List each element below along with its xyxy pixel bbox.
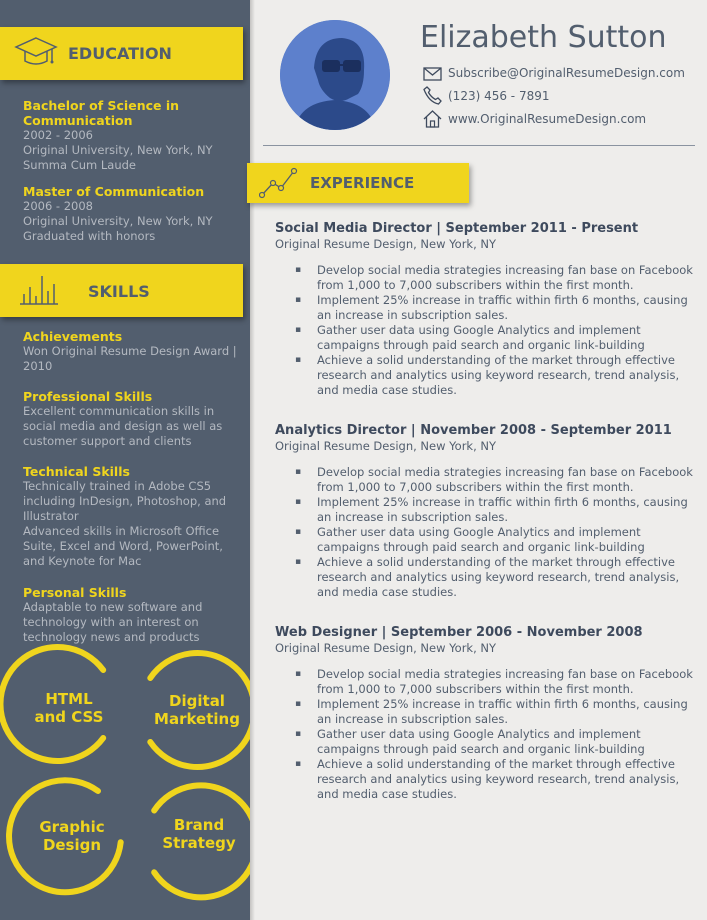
skill-heading: Personal Skills [23, 585, 127, 600]
trend-line-icon [259, 167, 299, 199]
skill-circle-marketing: Digital Marketing [154, 692, 240, 728]
job-bullet: ▪ Achieve a solid understanding of the market through effective research and analytics using keyword research, trend analysis, and media case studies. [275, 353, 695, 398]
job-bullets [275, 465, 695, 600]
skill-circle-brand: Brand Strategy [162, 816, 236, 852]
profile-photo [280, 20, 390, 130]
degree-name: Master of Communication [23, 184, 205, 199]
degree-name: Bachelor of Science in Communication [23, 98, 180, 128]
job-title: Analytics Director | November 2008 - September 2011 [275, 423, 672, 438]
degree-school: Original University, New York, NY [23, 214, 213, 228]
experience-title: EXPERIENCE [310, 174, 415, 192]
skill-personal [23, 585, 238, 645]
contact-phone: (123) 456 - 7891 [448, 89, 550, 103]
education-title: EDUCATION [68, 44, 172, 63]
degree-1 [23, 98, 238, 173]
skill-text: Won Original Resume Design Award | 2010 [23, 344, 237, 373]
degree-2 [23, 184, 238, 244]
skill-circle-html: HTML and CSS [34, 690, 104, 726]
contact-website[interactable]: www.OriginalResumeDesign.com [448, 112, 647, 126]
skill-text: Technically trained in Adobe CS5 including InDesign, Photoshop, and Illustrator [23, 479, 227, 523]
graduation-cap-icon [14, 34, 58, 74]
job-company: Original Resume Design, New York, NY [275, 641, 497, 655]
header-divider [263, 145, 695, 146]
skills-banner [0, 264, 243, 317]
job-title: Social Media Director | September 2011 - Present [275, 221, 639, 236]
job-bullets [275, 263, 695, 398]
contact-email[interactable]: Subscribe@OriginalResumeDesign.com [448, 66, 685, 80]
candidate-name: Elizabeth Sutton [420, 20, 667, 55]
experience-banner [247, 163, 469, 203]
skill-achievements [23, 329, 238, 374]
skill-circle-design: Graphic Design [39, 818, 105, 854]
skill-professional [23, 389, 238, 449]
phone-icon [423, 86, 442, 105]
skill-text: Adaptable to new software and technology with an interest on technology news and products [23, 600, 203, 644]
job-social-media-director [275, 221, 695, 398]
job-company: Original Resume Design, New York, NY [275, 439, 497, 453]
job-bullet: ▪ Achieve a solid understanding of the market through effective research and analytics using keyword research, trend analysis, and media case studies. [275, 757, 695, 802]
job-bullet: ▪ Gather user data using Google Analytics and implement campaigns through paid search and organic link-building [275, 727, 695, 757]
job-company: Original Resume Design, New York, NY [275, 237, 497, 251]
skill-technical [23, 464, 238, 569]
person-silhouette-icon [280, 20, 390, 130]
job-bullet: ▪ Develop social media strategies increasing fan base on Facebook from 1,000 to 7,000 subscribers within the first month. [275, 465, 695, 495]
skill-heading: Achievements [23, 329, 123, 344]
job-analytics-director [275, 423, 695, 600]
envelope-icon [423, 67, 442, 81]
skills-title: SKILLS [88, 282, 150, 301]
job-bullet: ▪ Achieve a solid understanding of the market through effective research and analytics using keyword research, trend analysis, and media case studies. [275, 555, 695, 600]
job-bullet: ▪ Gather user data using Google Analytics and implement campaigns through paid search and organic link-building [275, 525, 695, 555]
home-icon [423, 110, 442, 128]
job-bullets [275, 667, 695, 802]
job-bullet: ▪ Implement 25% increase in traffic within firth 6 months, causing an increase in subscription sales. [275, 697, 695, 727]
skill-heading: Professional Skills [23, 389, 153, 404]
job-bullet: ▪ Gather user data using Google Analytics and implement campaigns through paid search and organic link-building [275, 323, 695, 353]
job-web-designer [275, 625, 695, 802]
job-bullet: ▪ Develop social media strategies increasing fan base on Facebook from 1,000 to 7,000 subscribers within the first month. [275, 667, 695, 697]
degree-note: Graduated with honors [23, 229, 156, 243]
job-bullet: ▪ Implement 25% increase in traffic within firth 6 months, causing an increase in subscription sales. [275, 495, 695, 525]
job-title: Web Designer | September 2006 - November 2008 [275, 625, 643, 640]
sidebar-shadow [250, 0, 255, 920]
degree-years: 2002 - 2006 [23, 128, 93, 142]
degree-years: 2006 - 2008 [23, 199, 93, 213]
degree-note: Summa Cum Laude [23, 158, 136, 172]
job-bullet: ▪ Develop social media strategies increasing fan base on Facebook from 1,000 to 7,000 subscribers within the first month. [275, 263, 695, 293]
skill-heading: Technical Skills [23, 464, 130, 479]
education-banner [0, 27, 243, 80]
skill-arcs [0, 640, 250, 920]
job-bullet: ▪ Implement 25% increase in traffic within firth 6 months, causing an increase in subscription sales. [275, 293, 695, 323]
skill-text: Excellent communication skills in social media and design as well as customer support and clients [23, 404, 223, 448]
bar-chart-icon [18, 272, 60, 308]
skill-text: Advanced skills in Microsoft Office Suite, Excel and Word, PowerPoint, and Keynote for Mac [23, 524, 223, 568]
degree-school: Original University, New York, NY [23, 143, 213, 157]
